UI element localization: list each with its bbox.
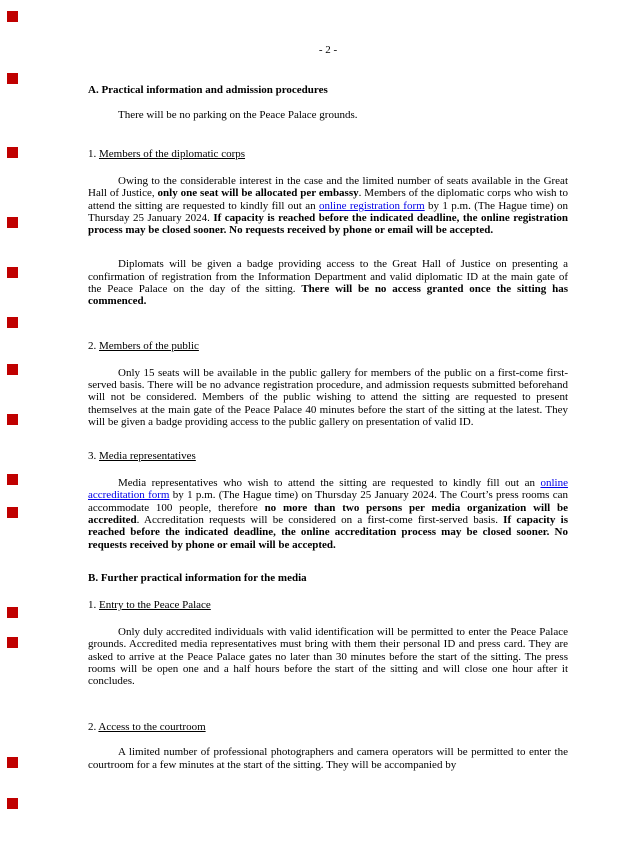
document-body: [88, 44, 568, 771]
paragraph-public-admission: [88, 367, 568, 428]
text-run: 1.: [88, 598, 99, 611]
no-parking-note: [88, 109, 568, 122]
text-run: 1.: [88, 148, 99, 160]
paragraph-media-accreditation: [88, 477, 568, 551]
red-square-annotation-marker: [7, 607, 18, 618]
red-square-annotation-marker: [7, 474, 18, 485]
text-run: A limited number of professional photographers and camera operators will be permitted to enter the courtroom for a few minutes at the start of the sitting. They will be accompanied by: [88, 746, 568, 771]
text-run: Diplomats will be given a badge providing access to the Great Hall of Justice on presenting a confirmation of registration from the Information Department and valid diplomatic ID at the main gate of the Peace Palace on the day of the sitting.: [88, 258, 568, 296]
text-run: If capacity is reached before the indicated deadline, the online registration process may be closed sooner. No requests received by phone or email will be accepted.: [88, 211, 568, 237]
subsection-3-media-heading: [88, 450, 568, 463]
text-run: Entry to the Peace Palace: [99, 598, 211, 611]
red-square-annotation-marker: [7, 11, 18, 22]
text-run: B. Further practical information for the media: [88, 571, 307, 584]
paragraph-diplomatic-badge: [88, 258, 568, 307]
subsection-2-public-heading: [88, 340, 568, 353]
text-run: . Members of the diplomatic corps who wish to attend the sitting are requested to kindly fill out an: [88, 187, 568, 212]
text-run: only one seat will be allocated per embassy: [157, 187, 359, 200]
text-run: Media representatives who wish to attend the sitting are requested to kindly fill out an: [118, 477, 541, 490]
text-run: Only duly accredited individuals with valid identification will be permitted to enter the Peace Palace grounds. Accredited media representatives must bring with them their personal ID and press card. They are asked to arrive at the Peace Palace gates no later than 30 minutes before the start of the sitting. The press rooms will be open one and a half hours before the start of the sitting and will close one hour after it concludes.: [88, 625, 568, 688]
page-number: - 2 -: [318, 44, 338, 56]
red-square-annotation-marker: [7, 147, 18, 158]
text-run: There will be no access granted once the sitting has commenced.: [88, 283, 568, 308]
text-run: . Accreditation requests will be considered on a first-come first-served basis.: [136, 514, 504, 527]
text-run: 2.: [88, 339, 99, 352]
online-accreditation-form-link[interactable]: online accreditation form: [88, 477, 568, 502]
red-square-annotation-marker: [7, 414, 18, 425]
text-run: There will be no parking on the Peace Palace grounds.: [118, 109, 358, 121]
red-square-annotation-marker: [7, 757, 18, 768]
text-run: 2.: [88, 721, 99, 734]
online-registration-form-link[interactable]: online registration form: [318, 199, 425, 212]
paragraph-courtroom-access: [88, 746, 568, 771]
subsection-1-entry-heading: [88, 599, 568, 612]
text-run: A. Practical information and admission procedures: [88, 84, 328, 96]
red-square-annotation-marker: [7, 637, 18, 648]
text-run: by 1 p.m. (The Hague time) on Thursday 25 January 2024.: [88, 199, 568, 224]
red-square-annotation-marker: [7, 73, 18, 84]
text-run: Members of the diplomatic corps: [99, 148, 246, 160]
red-square-annotation-marker: [7, 798, 18, 809]
red-square-annotation-marker: [7, 364, 18, 375]
red-square-annotation-marker: [7, 267, 18, 278]
text-run: by 1 p.m. (The Hague time) on Thursday 25 January 2024. The Court’s press rooms can accommodate 100 people, therefore: [88, 489, 568, 514]
text-run: Access to the courtroom: [98, 721, 206, 734]
text-run: Members of the public: [99, 339, 199, 352]
red-square-annotation-marker: [7, 317, 18, 328]
text-run: Owing to the considerable interest in the case and the limited number of seats available in the Great Hall of Justice,: [88, 175, 568, 200]
paragraph-entry-peace-palace: [88, 626, 568, 687]
paragraph-diplomatic-registration: [88, 175, 568, 236]
subsection-1-diplomatic-corps-heading: [88, 148, 568, 161]
text-run: no more than two persons per media organization will be accredited: [88, 501, 568, 527]
text-run: Media representatives: [99, 450, 196, 463]
section-a-heading: [88, 84, 568, 97]
section-b-heading: [88, 572, 568, 585]
text-run: 3.: [88, 450, 99, 463]
subsection-2-courtroom-heading: [88, 721, 568, 734]
red-square-annotation-marker: [7, 507, 18, 518]
red-square-annotation-marker: [7, 217, 18, 228]
text-run: If capacity is reached before the indicated deadline, the online accreditation process may be closed sooner. No requests received by phone or email will be accepted.: [88, 514, 568, 551]
text-run: Only 15 seats will be available in the public gallery for members of the public on a first-come first-served basis. There will be no advance registration procedure, and admission requests submitted beforehand will not be considered. Members of the public wishing to attend the sitting are requested to present themselves at the main gate of the Peace Palace 40 minutes before the start of the sitting at the latest. They will be given a badge providing access to the public gallery on presentation of valid ID.: [88, 366, 568, 428]
